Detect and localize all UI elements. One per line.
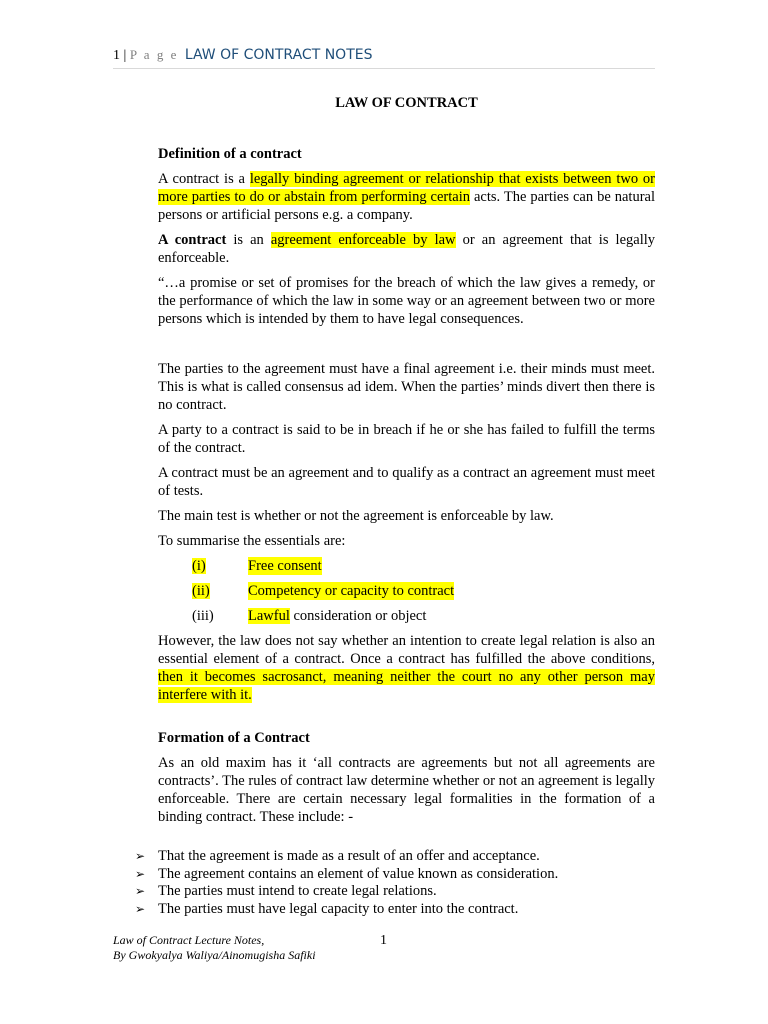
formalities-list xyxy=(135,848,655,918)
paragraph-sacrosanct: However, the law does not say whether an intention to create legal relation is also an essential element of a contract. Once a contract has fulfilled the above conditions, then it becomes sacrosanct, meaning neither the court no any other person may interfere with it. xyxy=(158,633,655,703)
list-item: ➢ That the agreement is made as a result of an offer and acceptance. xyxy=(135,848,540,864)
paragraph-summary-intro: To summarise the essentials are: xyxy=(158,533,346,549)
list-item: (ii) Competency or capacity to contract xyxy=(192,583,455,599)
page-footer xyxy=(113,933,403,963)
list-item: ➢ The parties must intend to create legal relations. xyxy=(135,883,437,899)
highlighted-text: legally binding agreement or relationship that exists between two or more parties to do or abstain from performing certain xyxy=(158,171,655,205)
paragraph-quote: “…a promise or set of promises for the breach of which the law gives a remedy, or the performance of which the law in some way or an agreement between two or more persons which is intended by them to have legal consequences. xyxy=(158,275,655,327)
paragraph-consensus: The parties to the agreement must have a final agreement i.e. their minds must meet. This is what is called consensus ad idem. When the parties’ minds divert then there is no contract. xyxy=(158,361,655,413)
paragraph-breach: A party to a contract is said to be in breach if he or she has failed to fulfill the terms of the contract. xyxy=(158,422,655,456)
footer-line-1: Law of Contract Lecture Notes, xyxy=(113,933,265,947)
highlighted-text: agreement enforceable by law xyxy=(270,232,456,248)
section-heading-definition: Definition of a contract xyxy=(158,146,302,162)
footer-page-number: 1 xyxy=(380,933,387,948)
page-header xyxy=(113,46,655,69)
paragraph-enforceable: A contract is an agreement enforceable by law or an agreement that is legally enforceable. xyxy=(158,232,656,266)
document-title: LAW OF CONTRACT xyxy=(335,95,478,111)
list-item: ➢ The parties must have legal capacity to enter into the contract. xyxy=(135,900,519,917)
document-body xyxy=(158,145,655,833)
list-item: (iii) Lawful consideration or object xyxy=(192,608,427,624)
header-page-number: 1 | xyxy=(113,48,127,63)
list-item: ➢ The agreement contains an element of value known as consideration. xyxy=(135,865,559,882)
arrow-bullet-icon: ➢ xyxy=(135,901,146,916)
header-page-word: P a g e xyxy=(129,47,179,62)
paragraph-tests: A contract must be an agreement and to qualify as a contract an agreement must meet of tests. xyxy=(158,465,655,499)
section-heading-formation: Formation of a Contract xyxy=(158,730,310,746)
essentials-list xyxy=(158,557,655,625)
footer-line-2: By Gwokyalya Waliya/Ainomugisha Safiki xyxy=(113,948,316,962)
arrow-bullet-icon: ➢ xyxy=(135,866,146,881)
arrow-bullet-icon: ➢ xyxy=(135,849,146,863)
paragraph-maxim: As an old maxim has it ‘all contracts are agreements but not all agreements are contracts’. The rules of contract law determine whether or not an agreement is legally enforceable. There are certain necessary legal formalities in the formation of a binding contract. These include: - xyxy=(158,755,655,825)
list-item: (i) Free consent xyxy=(192,558,322,574)
header-title: LAW OF CONTRACT NOTES xyxy=(184,47,373,63)
paragraph-main-test: The main test is whether or not the agreement is enforceable by law. xyxy=(158,508,554,524)
paragraph-definition: A contract is a legally binding agreement or relationship that exists between two or more parties to do or abstain from performing certain acts. The parties can be natural persons or artificial persons e.g. a company. xyxy=(158,171,655,223)
arrow-bullet-icon: ➢ xyxy=(135,884,146,898)
highlighted-text: then it becomes sacrosanct, meaning neither the court no any other person may interfere with it. xyxy=(158,669,655,703)
